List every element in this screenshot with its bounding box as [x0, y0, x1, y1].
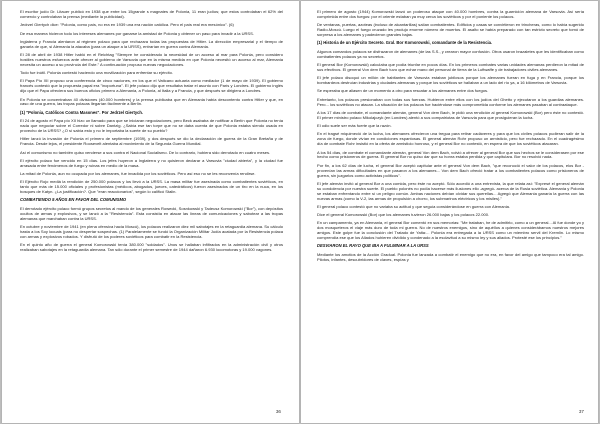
paragraph: Mediante los amotios de la Acción Gradual. Polonia fue lanzada a combatir el enemigo que no era, en favor del amigo que tampoco era tal amigo. Pilotos, infantes, descubridores de claves, espías y	[317, 251, 584, 262]
paragraph: A los 54 días, de combate el comandante alemán, general Von dem Bach, volvió a ofrecer al general Bor que sus hechos se le considerasen por ese hecho como prisioneros de guerra. El general Bor no quiso dar que su honra estaba perdida y que capitulara. Bor no resolvió nada.	[317, 149, 584, 160]
paragraph: El jefe alemán invitó al general Bor a una comida, pero éste no aceptó. Sólo accedió a una entrevista, la que relata así: "Expresé el general alemán su condolencia por nuestra suerte. El pueblo polonés no podía hacerse más ilusiones ello -agregó- acerca de la Rusia soviética. Alemania y Polonia se estaban enfrentando entre sí un peligro común. Ambas naciones debían olvidar sus querellas... Agregó que Alemania ganaría la guerra con las nuevas armas (como la V-2, las armas de propulsión a chorro, los submarinos eléctricos y los misiles)."	[317, 180, 584, 201]
paragraph: En octubre y noviembre de 1941 (en plena ofensiva hacia Moscú), los polacos realizaron diez mil sabotajes en la retaguardia alemana. Su cálculo hasta a los Soy locuais (para no despertar sospechas. (1) Paralelamente se fundó la Organización Militar Judía acatada por la Resistencia polaca con armas y explosivos robados. Y disfrutó de los poderes soviéticos para combatir en la Resistencia.	[20, 224, 283, 239]
paragraph: Por fin, a los 62 días de lucha, el general Bor aceptó capitular ante el general Von dem Bach, "que reconoció el valor de los polacos, elos Bor - provenían las armas dificultades en que pasaron a los alemanes... Von dem Bach ofreció tratar a los combatientes polacos como prisioneros de guerra, sin juzgarlos como activistas políticos".	[317, 162, 584, 178]
right-page	[301, 1, 598, 423]
paragraph: En el quinto año de guerra el general Komorowski tenía 380.000 "soldados". Unos se hallaban infiltrados en la administración civil y otros realizaban sabotajes en la retaguardia alemana. Tan sólo durante el primer semestre de 1944 dañaron 6.930 locomotoras y 19.000 vagones.	[20, 242, 283, 253]
paragraph: Dice el general Komorowski (Bor) que los alemanes tuvieron 26.000 bajas y los polacos 22.000.	[317, 212, 490, 218]
left-page-number: 36	[275, 409, 281, 414]
paragraph: El general Bor (Komorowski) calculaba que podía triunfar en pocos días. En los primeros combates varias unidades alemanas perdieron la mitad de sus efectivos. El general Von dem Bach tuvo que echar mano del personal de tierra de la Luftwaffe y de trabajadores civiles alemanes.	[317, 62, 584, 72]
section-heading: DESVIARON EL RAYO QUE IBA A FULMINAR A LA URSS	[317, 243, 429, 249]
paragraph: El 28 de abril de 1938 Hitler habló en el Reichtag "Siempre he considerado la necesidad de un acceso al mar para Polonia, pero considero hostiles nuestros esfuerzos ante ofrecer al gobierno de Varsovia que en la misma medida en que Polonia necesitó un acceso al mar, Alemania necesita un acceso a su provincia del Este." A continuación propuso nuevas negociaciones.	[20, 52, 283, 67]
paragraph: El odio suele ser más fuerte que la razón.	[317, 123, 392, 129]
paragraph: En Polonia se concentraban 40 divisiones (40.000 hombres) y la prensa publicaba que en Alemania había descontento contra Hitler y que, en caso de una guerra, las tropas polacas llegarían fácilmente a Berlín.	[20, 96, 283, 107]
paragraph: A los 17 días de combate, el comandante alemán, general Von dem Bach, le pidió una rendición al general Komorowski (Bor) pero éste no contestó. El primer ministro polaco Mikolajczyk (en Londres) alentó a sus compatriotas de Varsovia para que prosiguieran la lucha.	[317, 109, 584, 120]
section-heading: (1) Historia de un Ejército Secreto. Gral. Bor Komorowski, comandante de la Resistencia.	[317, 40, 493, 46]
paragraph: El Ejército Rojo mediá la rendición de 250.000 polacos y los llevó a la URSS. La masa militar fue asesinada como combatientes soviéticos, en tanto que más de 15.000 oficiales y profesionistas (médicos, abogados, jueces, catedráticos) fueron asesinados de un tiro en la nuca, en los bosques de Katyn. ¿La justificación?. Que "eran reaccionarios", según lo calificó Stalin.	[20, 179, 283, 195]
paragraph: De ventanas, puertas, azoteas (incluso de alcantarillas) salían combatientes. Edificios y casas se convirtieron en trincheras, como lo había sugerido Radio-Moscú. Luego el fuego cruzado les produjo enorme número de muertos. El asalto se había preparado con tan estricto secreto que tomó de sorpresa a los alemanes y padecieron grandes bajas.	[317, 22, 584, 38]
paragraph: El derrotado ejército polaco formó grupos secretos al mando de los generales Rowecki, Sosnkowski y Tadeusz Komorowski ("Bor"), con depósitos ocultos de armas y explosivos, y se lanzó a la "Resistencia". Esta consistía en atacar las líneas de comunicaciones y sabotear a las tropas alemanas que marchaban contra la URSS.	[20, 205, 283, 221]
paragraph: Hitler lanzó la invasión de Polonia el primero de septiembre (1939), y dos después se dio la declaración de guerra de la Gran Bretaña y de Francia. Desde lejos, el presidente Roosevelt alentaba al movimiento de la Segunda Guerra Mundial.	[20, 136, 283, 147]
left-page-text	[20, 10, 283, 253]
paragraph: El 24 de agosto el Papa pío XII hizo un llamado para que se iniciaran negociaciones, pero Beck asababa de notificar a Berlín que Polonia no tenía nada que negociar sobre el Corredor ni sobre Dantzig. ¿Sabía ese tan torpe que no se daba cuenta de que Polonia estaba siendo usada en provecho de la URSS? ¿O sí sabía esto y no le importaba la suerte de su pueblo?	[20, 118, 283, 134]
paragraph: El primero de agosto (1944) Komorowski lanzó un poderoso ataque con 40.000 hombres, contra la guarnición alemana de Varsovia. Así sería comprimida entre dos fuegos: por el oriente estaban ya muy cerca los soviéticos y por el poniente los polacos.	[317, 9, 584, 19]
paragraph: El ejército polaco fue vencido en 15 días. Los jefes huyeron a Inglaterra y no quisieron declarar a Varsovia "ciudad abierta", y la ciudad fue arrasada entre fenómenos de fuego y ruinas en medio de la masa.	[20, 157, 283, 168]
section-heading: COMBATIENDO 5 AÑOS EN FAVOR DEL COMUNISMO	[20, 197, 127, 203]
paragraph: Jedrzel Giertych dice: "Polonia, como país, no era en 1939 una era nación católica. Pero el país real era mesónico". (6)	[20, 22, 234, 28]
paragraph: Entretanto, los polacos presionaban con todas sus fuerzas. Hubieron entre ellos con los judíos del Ghetto y ejecutaron a los guardias alemanes. Pero... los soviéticos no atacan. La situación de los polacos fue haciéndose más comprometida conforme los alemanes pasaban al contraataque.	[317, 96, 584, 107]
section-heading: (1) "Polonia, Católicos Contra Masones". Por Jedrzel Giertych.	[20, 109, 144, 115]
paragraph: Se esperaba que aliasen de un momento a otro para rescatar a los alemanes entre dos fuegos.	[317, 88, 489, 94]
paragraph: En un campamento, ya en Alemania, el general Bor comentó en sus memorias: "Me trataban, he de admitirlo, como a un general... Al fue donde yo y dos mosqueteros el viaje más duro de toda mi guerra. No de nuestros enemigos, sino de aquéllos a quienes considerábamos nuestros mejores amigos. Este golpe fue la conclusión del Tratado de Yalta:... Polonia era entregada a la URSS como un miembro servil del Kremlin. Lo mismo comprendía ese que los Aliados huhieren dividido y condenado a la esclavitud a su mismo ley y sus aliados. Protesté ese los principios."	[317, 220, 584, 241]
paragraph: El Papa Pío XII propuso una conferencia de cinco naciones, en los que el Vaticano actuaría como mediador (1 de mayo de 1939). El gobierno francés contestó que la propuesta papal era "inoportuna". El jefe polaco dijo que resultaba tratar el asunto con París y Londres. El gobierno inglés dijo que el Papa ofreciera sus buenos oficios primero a Alemania, a Polonia, al Italia y a Francia, y que después se dirigiera a Londres.	[20, 78, 283, 94]
paragraph: El escritor judío Dr. Litauer publicó en 1938 que entre los 15grande s magnates de Polonia, 11 eran judíos; que estos controlaban el 62% del comercio y controlaban la prensa (mediante la publicidad).	[20, 9, 283, 19]
paragraph: Todo fue inútil. Polonia contestó haciendo una movilización para enfrentar su ejército.	[20, 70, 173, 76]
paragraph: De esa manera hicieron todo los intereses alemanes por ganarse la amistad de Polonia y obtener un paso para invadir a la URSS.	[20, 30, 254, 36]
paragraph: Inglaterra y Francia alentaron al régimen polaco para que rechazara todas las propuestas de Hitler. La dirección empresarial y el tiempo de ganarla de que, si Alemania la atacaba (para un ataque a la URSS), entrarían en guerra contra Alemania.	[20, 38, 283, 49]
left-page	[2, 1, 299, 423]
paragraph: El general polaco contestó que no variaba su actitud y que seguía considerándose en guerra con Alemania.	[317, 203, 511, 209]
right-page-number: 37	[578, 409, 584, 414]
right-page-text	[317, 10, 584, 263]
paragraph: Algunos comandos polacos se disfrazaron de alemanes (de las S.S., y crearon mayor confusión. Otros usaron brazaletes que les identificaban como combatientes polacos ya no secretos.	[317, 48, 584, 59]
paragraph: El jefe polaco disoquó un millón de habitantes de Varsovia estaban jubilosos porque los alemanes fueran en fuga y en Francia, porque los bombardeos destruían industrias y ciudades alemanas y porque los soviéticos se hallaban a un lado del río ya, a 16 kilómetros de Varsovia.	[317, 75, 584, 86]
paragraph: En el tragsé miquimeció de la lucha, los alemanes ofrecieron una tregua para retirar cadáveres y para que los civiles polacos pudieran salir de la zona de fuego, donde vivían en condiciones espantosas. El general alemán Rohr propuso un armisticio, pero fue rechazado. En el cuadragésimo día de combate Rohr insistió en la oferta de armisticio honroso, y el general Bor no contestó, en espera de que los soviéticos atacaran.	[317, 131, 584, 147]
paragraph: La mitad de Polonia, aun no ocupada por los alemanes, fue invadida por los soviéticos. Pero así eso no se les reconvenía rendirse.	[20, 171, 256, 177]
paragraph: Así el comunismo no también quiso venderse a sus contra el Nacional Socialismo. De lo contrario, hubiera sido derrotado en cuatro meses.	[20, 149, 271, 155]
